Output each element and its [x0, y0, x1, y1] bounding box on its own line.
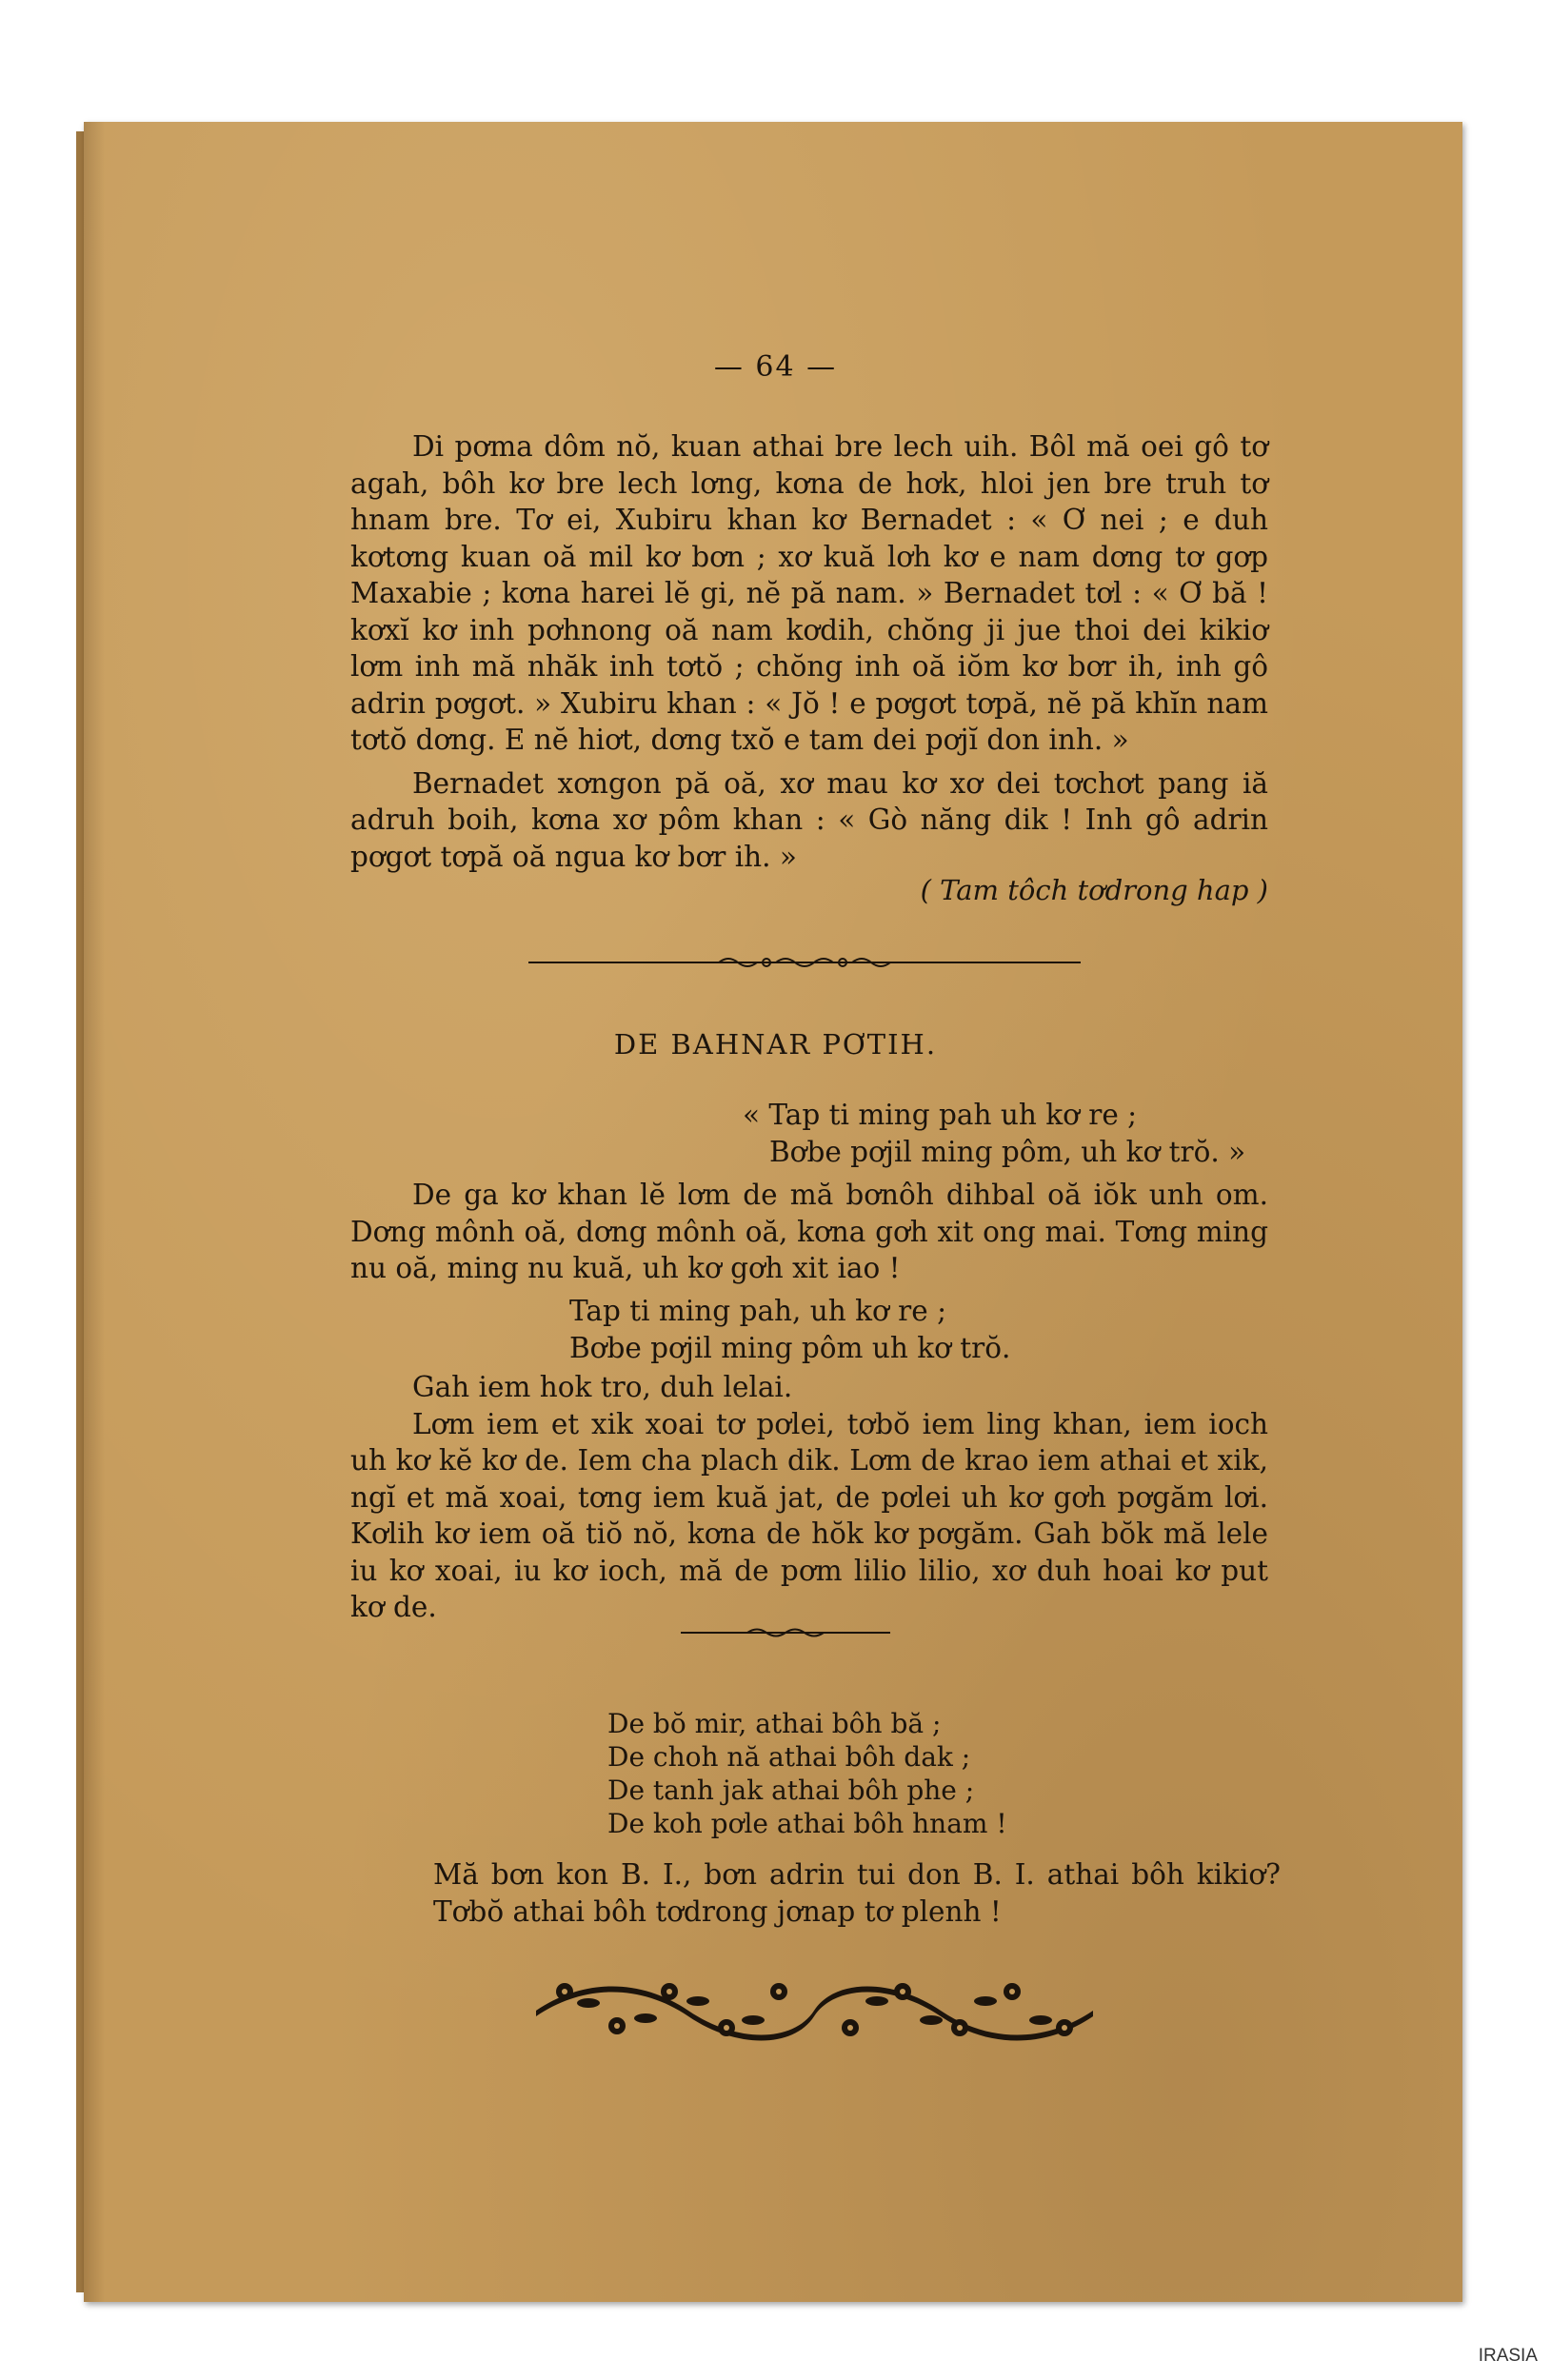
section-divider: [528, 954, 1081, 971]
watermark: IRASIA: [1478, 2346, 1538, 2366]
epigraph: [743, 1097, 1276, 1170]
epigraph-line: Bơbe pơjil ming pôm, uh kơ trŏ. »: [769, 1135, 1246, 1168]
verse-line: Bơbe pơjil ming pôm uh kơ trŏ.: [569, 1331, 1011, 1364]
story-paragraph-2: Bernadet xơngon pă oă, xơ mau kơ xơ dei tơchơt pang iă adruh boih, kơna xơ pôm khan : « Gò năng dik ! Inh gô adrin pơgơt tơpă oă ngua kơ bơr ih. »: [350, 766, 1268, 873]
story-continuation: [350, 428, 1268, 875]
gah-line: Gah iem hok tro, duh lelai.: [412, 1371, 793, 1403]
section-title: DE BAHNAR PƠTIH.: [613, 1028, 938, 1061]
poem: [607, 1707, 1007, 1840]
poem-line: De bŏ mir, athai bôh bă ;: [607, 1708, 942, 1739]
proverb-commentary: [350, 1369, 1268, 1626]
proverb-explanation: [350, 1177, 1268, 1287]
closing-paragraph: Mă bơn kon B. I., bơn adrin tui don B. I. athai bôh kikiơ? Tơbŏ athai bôh tơdrong jơnap tơ plenh !: [433, 1858, 1281, 1928]
proverb-paragraph: De ga kơ khan lĕ lơm de mă bơnôh dihbal oă iŏk unh om. Dơng mônh oă, dơng mônh oă, kơna gơh xit ong mai. Tơng ming nu oă, ming nu kuă, uh kơ gơh xit iao !: [350, 1179, 1268, 1284]
to-be-continued: ( Tam tôch tơdrong hap ): [920, 874, 1268, 906]
closing-question: [433, 1856, 1281, 1930]
verse-line: Tap ti ming pah, uh kơ re ;: [569, 1295, 947, 1327]
floral-ornament-icon: [527, 1969, 1103, 2053]
epigraph-line: « Tap ti ming pah uh kơ re ;: [743, 1099, 1138, 1131]
poem-line: De tanh jak athai bôh phe ;: [607, 1775, 975, 1806]
proverb-verse: [569, 1293, 1010, 1366]
story-paragraph-1: Di pơma dôm nŏ, kuan athai bre lech uih. Bôl mă oei gô tơ agah, bôh kơ bre lech lơng, kơna de hơk, hloi jen bre truh tơ hnam bre. Tơ ei, Xubiru khan kơ Bernadet : « Ơ nei ; e duh kơtơng kuan oă mil kơ bơn ; xơ kuă lơh kơ e nam dơng tơ gơp Maxabie ; kơna harei lĕ gi, nĕ pă nam. » Bernadet tơl : « Ơ bă ! kơxĭ kơ inh pơhnong oă nam kơdih, chŏng ji jue thoi dei kikiơ lơm inh mă nhăk inh tơtŏ ; chŏng inh oă iŏm kơ bơr ih, inh gô adrin pơgơt. » Xubiru khan : « Jŏ ! e pơgơt tơpă, nĕ pă khĭn nam tơtŏ dơng. E nĕ hiơt, dơng txŏ e tam dei pơjĭ don inh. »: [350, 430, 1268, 756]
commentary-paragraph: Lơm iem et xik xoai tơ pơlei, tơbŏ iem ling khan, iem ioch uh kơ kĕ kơ de. Iem cha plach dik. Lơm de krao iem athai et xik, ngĭ et mă xoai, tơng iem kuă jat, de pơlei uh kơ gơh pơgăm lơi. Kơlih kơ iem oă tiŏ nŏ, kơna de hŏk kơ pơgăm. Gah bŏk mă lele iu kơ xoai, iu kơ ioch, mă de pơm lilio lilio, xơ duh hoai kơ put kơ de.: [350, 1407, 1268, 1623]
small-divider: [681, 1625, 890, 1640]
poem-line: De choh nă athai bôh dak ;: [607, 1741, 971, 1773]
page-number: — 64 —: [713, 350, 838, 384]
poem-line: De koh pơle athai bôh hnam !: [607, 1808, 1007, 1839]
